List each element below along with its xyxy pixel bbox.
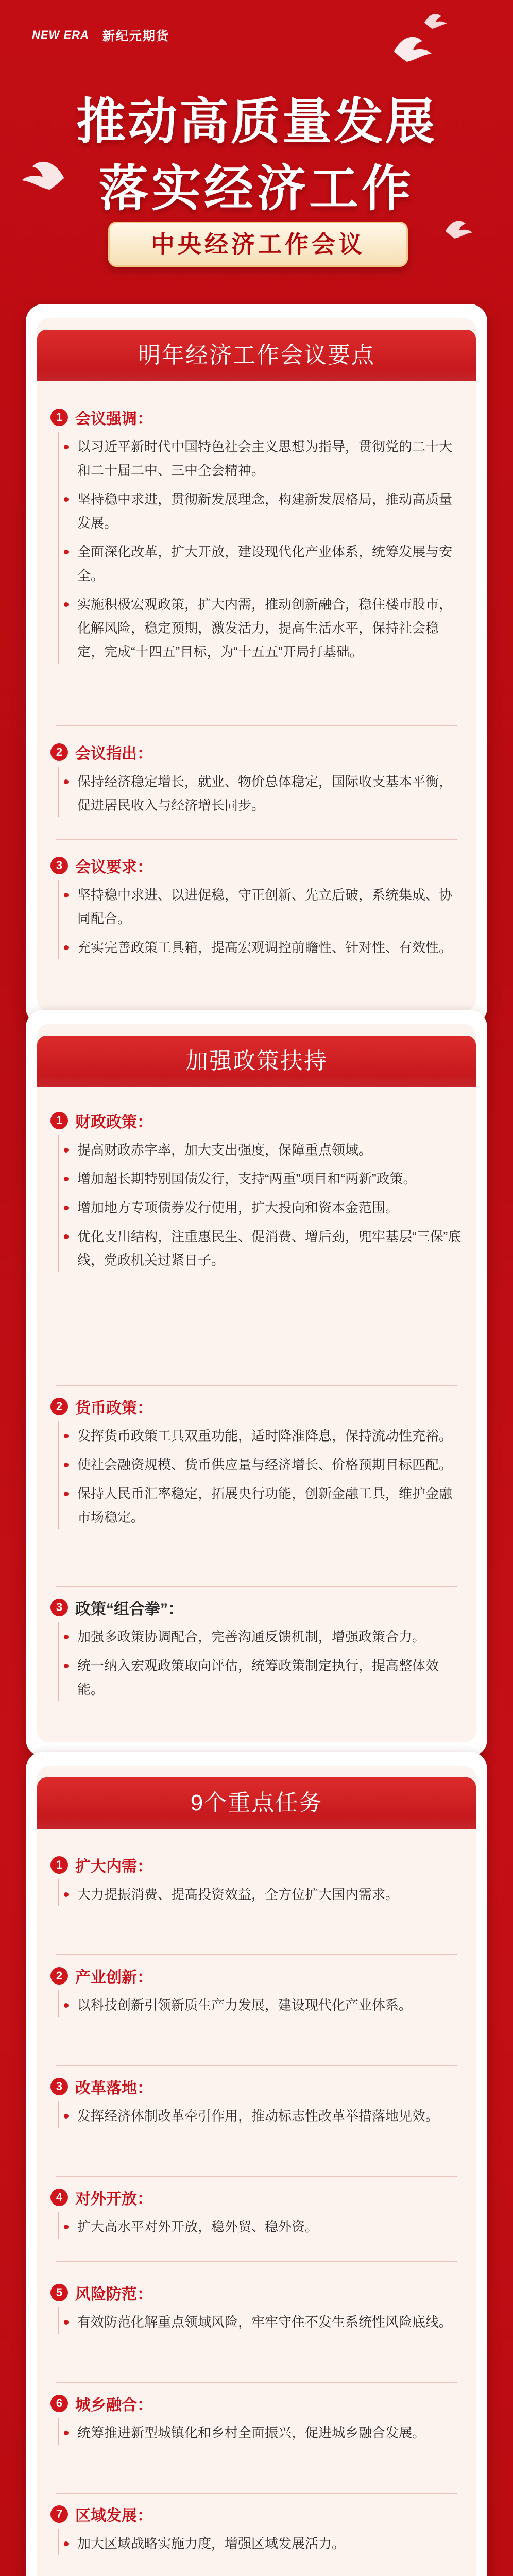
divider [56, 2493, 457, 2494]
card-meeting-points [26, 304, 487, 1025]
section-title: 货币政策： [75, 1400, 152, 1417]
list-item: 统一纳入宏观政策取向评估，统筹政策制定执行，提高整体效能。 [77, 1654, 463, 1701]
card-body [37, 1766, 476, 2576]
section [50, 1395, 463, 1534]
list-item: 发挥经济体制改革牵引作用，推动标志性改革举措落地见效。 [77, 2104, 463, 2128]
section-number: 7 [50, 2505, 68, 2523]
card-body [37, 318, 476, 1011]
brand-name: 新纪元期货 [102, 29, 169, 43]
section [50, 406, 463, 669]
divider [56, 1586, 457, 1587]
headline-line-1: 推动高质量发展 [76, 94, 437, 149]
section [50, 2281, 463, 2339]
dove-icon [391, 31, 433, 67]
section [50, 2075, 463, 2133]
section-title: 风险防范： [75, 2286, 152, 2303]
dove-icon [422, 10, 448, 32]
section-number: 4 [50, 2189, 68, 2206]
section-number: 1 [50, 1856, 68, 1874]
list-item: 增加超长期特别国债发行，支持“两重”项目和“两新”政策。 [77, 1167, 463, 1191]
section-title: 会议要求： [75, 859, 152, 876]
section-number: 3 [50, 1599, 68, 1616]
list-item: 使社会融资规模、货币供应量与经济增长、价格预期目标匹配。 [77, 1453, 463, 1477]
divider [56, 2065, 457, 2066]
list-item: 发挥货币政策工具双重功能，适时降准降息，保持流动性充裕。 [77, 1424, 463, 1448]
section-number: 3 [50, 857, 68, 874]
section-title: 产业创新： [75, 1969, 152, 1986]
list-item: 大力提振消费、提高投资效益，全方位扩大国内需求。 [77, 1883, 463, 1906]
section-number: 1 [50, 409, 68, 426]
list-item: 优化支出结构，注重惠民生、促消费、增后劲，兜牢基层“三保”底线，党政机关过紧日子。 [77, 1225, 463, 1272]
section [50, 741, 463, 822]
list-item: 加强多政策协调配合，完善沟通反馈机制，增强政策合力。 [77, 1625, 463, 1649]
list-item: 全面深化改革，扩大开放，建设现代化产业体系，统筹发展与安全。 [77, 540, 463, 587]
section [50, 1854, 463, 1911]
list-item: 以习近平新时代中国特色社会主义思想为指导，贯彻党的二十大和二十届二中、三中全会精神。 [77, 435, 463, 482]
headline-line-2: 落实经济工作 [99, 161, 414, 216]
list-item: 充实完善政策工具箱，提高宏观调控前瞻性、针对性、有效性。 [77, 936, 463, 959]
card-body [37, 1024, 476, 1742]
section [50, 1109, 463, 1277]
card-key-tasks [26, 1752, 487, 2576]
section-title: 扩大内需： [75, 1858, 152, 1875]
divider [56, 725, 457, 726]
brand-logo: NEW ERA [32, 28, 89, 41]
section-title: 财政政策： [75, 1114, 152, 1131]
section-title: 城乡融合： [75, 2397, 152, 2414]
section-number: 2 [50, 1967, 68, 1985]
section-number: 6 [50, 2395, 68, 2412]
list-item: 保持经济稳定增长，就业、物价总体稳定，国际收支基本平衡，促进居民收入与经济增长同步。 [77, 770, 463, 817]
meeting-badge: 中央经济工作会议 [108, 222, 408, 267]
section-number: 3 [50, 2078, 68, 2095]
card-policy-support [26, 1010, 487, 1757]
card-title: 明年经济工作会议要点 [37, 330, 476, 381]
section-number: 5 [50, 2284, 68, 2301]
list-item: 坚持稳中求进、以进促稳，守正创新、先立后破，系统集成、协同配合。 [77, 883, 463, 930]
card-title: 加强政策扶持 [37, 1036, 476, 1087]
list-item: 以科技创新引领新质生产力发展，建设现代化产业体系。 [77, 1993, 463, 2017]
divider [56, 2176, 457, 2177]
card-title: 9个重点任务 [37, 1777, 476, 1829]
divider [56, 1385, 457, 1386]
section-title: 政策“组合拳”： [75, 1601, 183, 1618]
brand-header [32, 26, 169, 44]
list-item: 保持人民币汇率稳定，拓展央行功能，创新金融工具，维护金融市场稳定。 [77, 1482, 463, 1529]
section [50, 2503, 463, 2561]
section-title: 会议强调： [75, 411, 152, 428]
list-item: 坚持稳中求进，贯彻新发展理念，构建新发展格局，推动高质量发展。 [77, 487, 463, 535]
section [50, 854, 463, 964]
section [50, 2392, 463, 2450]
list-item: 扩大高水平对外开放，稳外贸、稳外资。 [77, 2215, 463, 2239]
list-item: 有效防范化解重点领域风险，牢牢守住不发生系统性风险底线。 [77, 2310, 463, 2334]
section-title: 改革落地： [75, 2080, 152, 2097]
section-number: 2 [50, 743, 68, 761]
divider [56, 839, 457, 840]
section [50, 1596, 463, 1706]
section [50, 2186, 463, 2244]
list-item: 加大区域战略实施力度，增强区域发展活力。 [77, 2532, 463, 2555]
divider [56, 2382, 457, 2383]
list-item: 实施积极宏观政策，扩大内需，推动创新融合，稳住楼市股市，化解风险，稳定预期，激发活力，提高生活水平，保持社会稳定，完成“十四五”目标，为“十五五”开局打基础。 [77, 592, 463, 664]
section-number: 1 [50, 1112, 68, 1129]
section-title: 区域发展： [75, 2507, 152, 2524]
section [50, 1964, 463, 2022]
dove-icon [443, 216, 474, 242]
divider [56, 1954, 457, 1955]
section-title: 对外开放： [75, 2191, 152, 2208]
section-number: 2 [50, 1398, 68, 1415]
list-item: 统筹推进新型城镇化和乡村全面振兴，促进城乡融合发展。 [77, 2421, 463, 2445]
section-title: 会议指出： [75, 745, 152, 762]
list-item: 增加地方专项债券发行使用，扩大投向和资本金范围。 [77, 1196, 463, 1219]
list-item: 提高财政赤字率，加大支出强度，保障重点领域。 [77, 1138, 463, 1162]
divider [56, 2261, 457, 2262]
